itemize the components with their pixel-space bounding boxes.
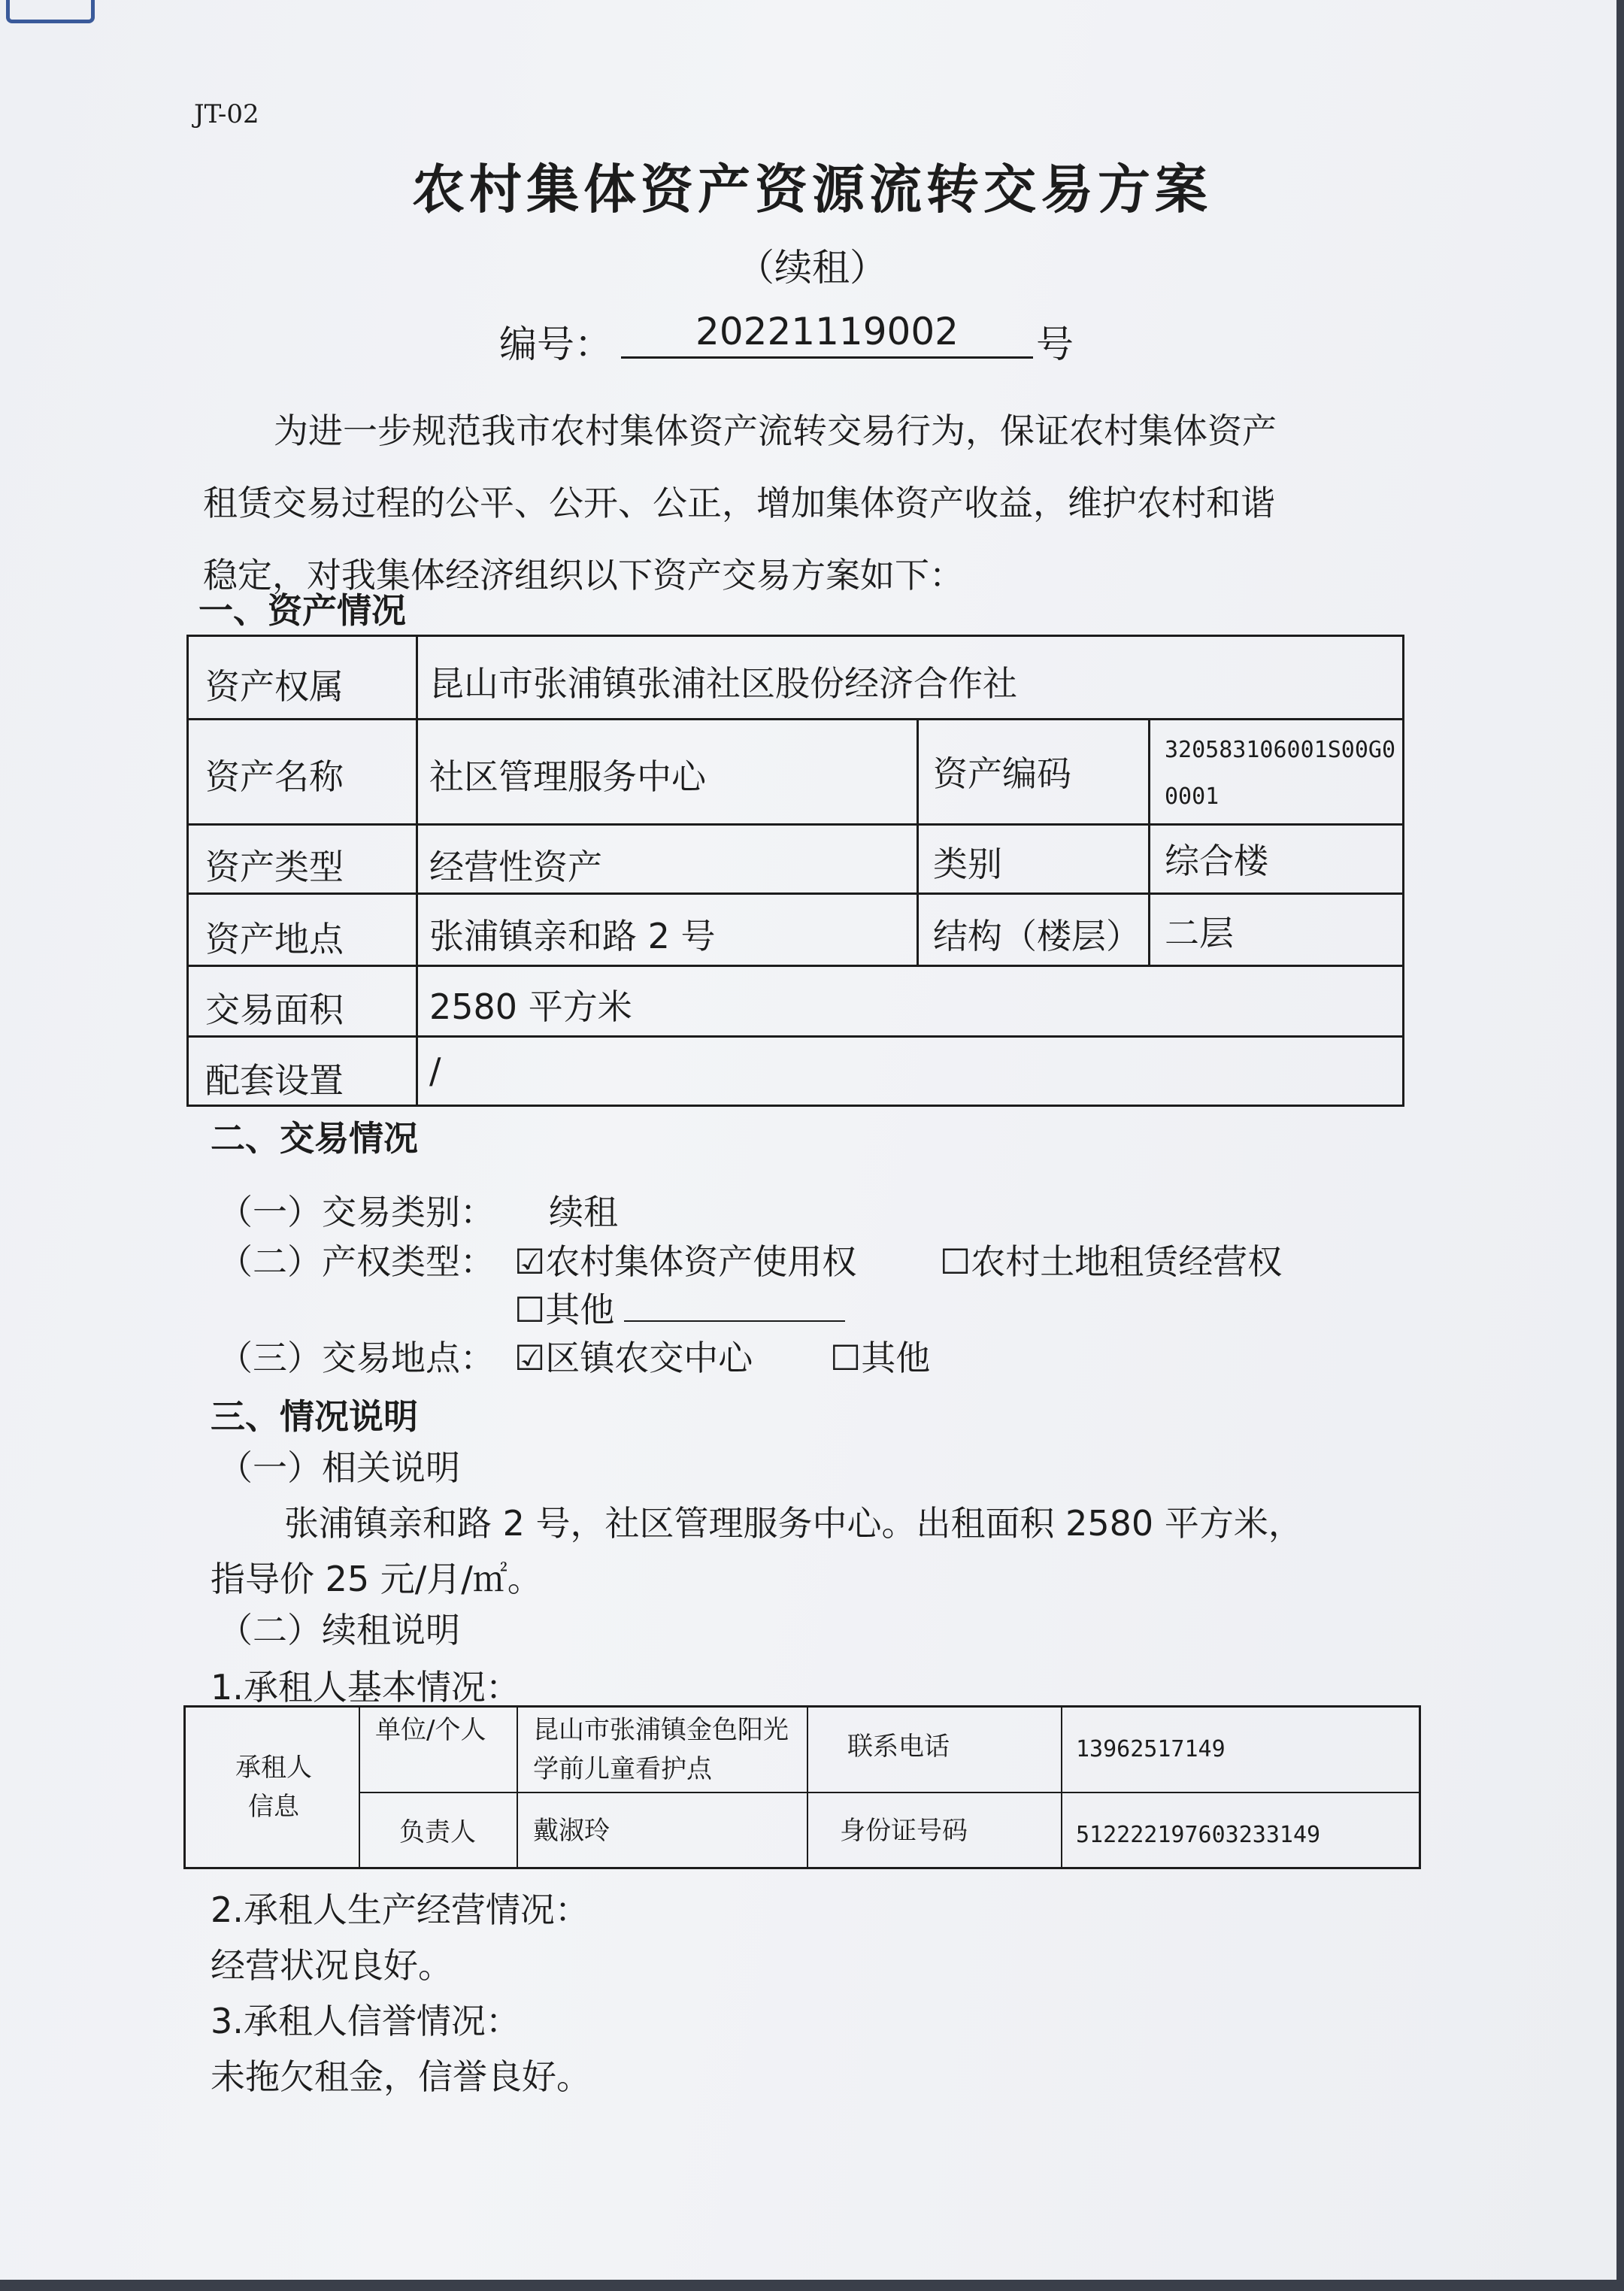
structure-value: 二层 xyxy=(1165,913,1234,953)
number-label: 编号： xyxy=(499,323,612,366)
description-line: 指导价 25 元/月/㎡。 xyxy=(211,1559,542,1599)
column-divider xyxy=(517,1708,518,1867)
column-divider xyxy=(917,718,919,965)
facilities-value: / xyxy=(429,1050,441,1091)
id-number-label: 身份证号码 xyxy=(840,1816,968,1846)
intro-line: 为进一步规范我市农村集体资产流转交易行为，保证农村集体资产 xyxy=(274,411,1277,451)
lessee-credit-heading: 3.承租人信誉情况： xyxy=(211,2001,520,2041)
intro-paragraph xyxy=(203,395,1376,611)
row-divider xyxy=(189,965,1402,967)
phone-label: 联系电话 xyxy=(847,1732,950,1762)
section-heading-description: 三、情况说明 xyxy=(211,1396,418,1437)
document-title: 农村集体资产资源流转交易方案 xyxy=(412,159,1212,220)
column-divider xyxy=(359,1708,360,1867)
area-value: 2580 平方米 xyxy=(429,986,632,1027)
owner-value: 昆山市张浦镇张浦社区股份经济合作社 xyxy=(429,663,1017,704)
unit-value: 昆山市张浦镇金色阳光学前儿童看护点 xyxy=(533,1715,789,1784)
trade-location-label: （三）交易地点： xyxy=(218,1338,495,1378)
row-divider xyxy=(189,892,1402,895)
number-value: 20221119002 xyxy=(621,310,1033,359)
property-type-label: （二）产权类型： xyxy=(218,1241,495,1282)
lessee-operation-heading: 2.承租人生产经营情况： xyxy=(211,1889,589,1930)
asset-table xyxy=(186,635,1404,1107)
category-label: 类别 xyxy=(933,844,1002,884)
property-option-checked: ☑农村集体资产使用权 xyxy=(514,1241,857,1282)
person-in-charge-value: 戴淑玲 xyxy=(533,1816,610,1846)
unit-label: 单位/个人 xyxy=(375,1715,486,1745)
asset-code-label: 资产编码 xyxy=(933,753,1071,794)
lessee-table xyxy=(183,1705,1421,1869)
structure-label: 结构（楼层） xyxy=(933,916,1141,956)
owner-label: 资产权属 xyxy=(205,666,344,707)
lessee-basic-info-heading: 1.承租人基本情况： xyxy=(211,1667,520,1708)
asset-name-value: 社区管理服务中心 xyxy=(429,756,706,797)
trade-type-value: 续租 xyxy=(549,1192,618,1232)
property-option-other: ☐其他 xyxy=(514,1289,615,1330)
column-divider xyxy=(1061,1708,1062,1867)
column-divider xyxy=(416,637,418,1105)
row-divider xyxy=(189,823,1402,826)
person-in-charge-label: 负责人 xyxy=(399,1817,476,1847)
number-suffix: 号 xyxy=(1036,323,1074,366)
facilities-label: 配套设置 xyxy=(205,1060,344,1101)
scan-corner-mark xyxy=(6,0,95,23)
lessee-credit-text: 未拖欠租金，信誉良好。 xyxy=(211,2056,591,2097)
location-option-other: ☐其他 xyxy=(830,1338,931,1378)
column-divider xyxy=(1148,718,1150,965)
area-label: 交易面积 xyxy=(205,989,344,1030)
location-label: 资产地点 xyxy=(205,919,344,959)
asset-type-label: 资产类型 xyxy=(205,847,344,887)
location-option-checked: ☑区镇农交中心 xyxy=(514,1338,753,1378)
id-number-value: 512222197603233149 xyxy=(1076,1822,1321,1848)
intro-line: 稳定，对我集体经济组织以下资产交易方案如下： xyxy=(203,555,964,595)
category-value: 综合楼 xyxy=(1165,841,1268,881)
related-notes-heading: （一）相关说明 xyxy=(218,1447,460,1488)
trade-type-label: （一）交易类别： xyxy=(218,1192,495,1232)
section-heading-trade: 二、交易情况 xyxy=(211,1118,418,1159)
document-code: JT-02 xyxy=(194,99,259,129)
asset-name-label: 资产名称 xyxy=(205,756,344,797)
description-line: 张浦镇亲和路 2 号，社区管理服务中心。出租面积 2580 平方米， xyxy=(284,1503,1303,1544)
lessee-operation-text: 经营状况良好。 xyxy=(211,1945,453,1986)
property-option-unchecked: ☐农村土地租赁经营权 xyxy=(940,1241,1283,1282)
asset-type-value: 经营性资产 xyxy=(429,847,602,887)
asset-code-value: 320583106001S00G00001 xyxy=(1165,737,1396,810)
column-divider xyxy=(807,1708,808,1867)
renewal-notes-heading: （二）续租说明 xyxy=(218,1610,460,1650)
location-value: 张浦镇亲和路 2 号 xyxy=(429,916,716,956)
other-blank-line xyxy=(624,1320,845,1322)
phone-value: 13962517149 xyxy=(1076,1736,1226,1762)
row-divider xyxy=(189,718,1402,720)
section-heading-assets: 一、资产情况 xyxy=(198,590,406,631)
intro-line: 租赁交易过程的公平、公开、公正，增加集体资产收益，维护农村和谐 xyxy=(203,483,1275,523)
lessee-group-label: 承租人信息 xyxy=(235,1753,312,1822)
row-divider xyxy=(189,1035,1402,1038)
document-subtitle: （续租） xyxy=(737,246,887,289)
